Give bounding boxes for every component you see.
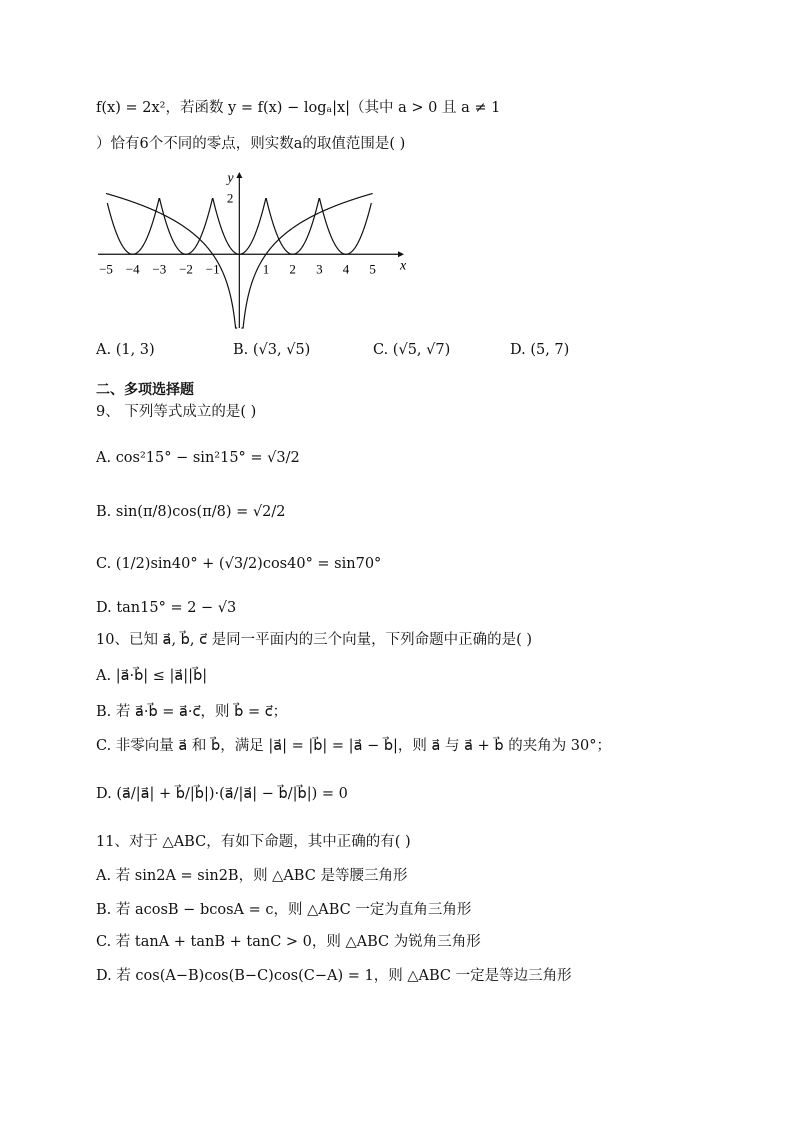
x-tick-label: 2 [289,261,296,277]
x-tick-label: 4 [342,261,350,277]
x-tick-label: −5 [99,261,113,277]
question-8-line-2: ）恰有6个不同的零点，则实数a的取值范围是( ) [96,136,406,152]
question-9-option-b[interactable]: B. sin(π/8)cos(π/8) = √2/2 [96,504,286,520]
question-10-option-c[interactable]: C. 非零向量 a⃗ 和 b⃗，满足 |a⃗| = |b⃗| = |a⃗ − b⃗|，则 a⃗ 与 a⃗ + b⃗ 的夹角为 30°； [96,738,612,754]
question-10-stem: 10、已知 a⃗, b⃗, c⃗ 是同一平面内的三个向量，下列命题中正确的是( ) [96,632,533,648]
x-tick-label: −4 [125,261,140,277]
question-8-option-d[interactable]: D. (5, 7) [510,342,570,358]
question-11-option-c[interactable]: C. 若 tanA + tanB + tanC > 0，则 △ABC 为锐角三角形 [96,934,481,950]
x-tick-label: 5 [369,261,376,277]
question-8-options [96,342,696,364]
x-tick-label: −2 [179,261,193,277]
question-11-option-b[interactable]: B. 若 acosB − bcosA = c，则 △ABC 一定为直角三角形 [96,902,472,918]
question-9-option-d[interactable]: D. tan15° = 2 − √3 [96,600,237,616]
x-tick-label: 1 [262,261,270,277]
question-10-option-b[interactable]: B. 若 a⃗·b⃗ = a⃗·c⃗，则 b⃗ = c⃗； [96,704,288,720]
question-11-option-d[interactable]: D. 若 cos(A−B)cos(B−C)cos(C−A) = 1，则 △ABC 一定是等边三角形 [96,968,572,984]
question-9-option-a[interactable]: A. cos²15° − sin²15° = √3/2 [96,450,300,466]
x-axis-label: x [400,258,407,274]
question-8-line-1: f(x) = 2x²，若函数 y = f(x) − logₐ|x|（其中 a > 0 且 a ≠ 1 [96,100,501,116]
question-8-option-a[interactable]: A. (1, 3) [96,342,155,358]
y-axis-label: y [227,171,234,186]
question-9-option-c[interactable]: C. (1/2)sin40° + (√3/2)cos40° = sin70° [96,556,382,572]
section-heading: 二、多项选择题 [96,382,194,398]
question-8-option-b[interactable]: B. (√3, √5) [233,342,311,358]
y-axis-arrow [236,172,242,178]
series-log-curve-right [241,193,372,328]
question-10-option-d[interactable]: D. (a⃗/|a⃗| + b⃗/|b⃗|)·(a⃗/|a⃗| − b⃗/|b⃗|) = 0 [96,786,348,802]
question-10-option-a[interactable]: A. |a⃗·b⃗| ≤ |a⃗||b⃗| [96,668,208,684]
question-11-stem: 11、对于 △ABC，有如下命题，其中正确的有( ) [96,834,411,850]
y-tick-label: 2 [226,190,234,206]
x-axis-arrow [398,251,404,257]
question-9-stem: 9、 下列等式成立的是( ) [96,404,257,420]
question-8-option-c[interactable]: C. (√5, √7) [373,342,451,358]
function-graph [90,166,410,334]
x-tick-label: 3 [316,261,323,277]
x-tick-label: −1 [205,261,220,277]
x-tick-label: −3 [152,261,167,277]
question-11-option-a[interactable]: A. 若 sin2A = sin2B，则 △ABC 是等腰三角形 [96,868,408,884]
